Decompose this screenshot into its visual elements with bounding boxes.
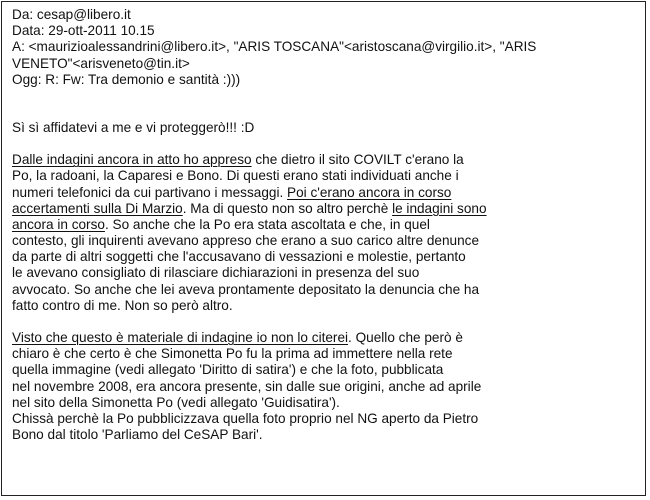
text-span: . So anche che la Po era stata ascoltata e che, in quel — [104, 216, 430, 232]
underlined-phrase: Poi c'erano ancora in corso — [287, 184, 452, 200]
to-line-1: A: <maurizioalessandrini@libero.it>, "ARIS TOSCANA"<aristoscana@virgilio.it>, "ARIS — [12, 39, 537, 55]
p1-line-3 — [12, 185, 642, 201]
p1-line-7: da parte di altri soggetti che l'accusavano di vessazioni e molestie, pertanto — [12, 249, 466, 265]
underlined-phrase: Dalle indagini ancora in atto ho appreso — [12, 152, 252, 168]
p2-line-3: quella immagine (vedi allegato 'Diritto di satira') e che la foto, pubblicata — [12, 362, 444, 378]
p1-line-8: le avevano consigliato di rilasciare dichiarazioni in presenza del suo — [12, 265, 420, 281]
underlined-phrase: accertamenti sulla Di Marzio — [12, 200, 183, 216]
p1-line-4 — [12, 201, 642, 217]
text-span: . Quello che però è — [348, 330, 463, 345]
p2-line-1 — [12, 330, 642, 346]
from-line: Da: cesap@libero.it — [12, 7, 131, 22]
p1-line-2: Po, la radoani, la Caparesi e Bono. Di questi erano stati individuati anche i — [12, 168, 459, 184]
p2-line-7: Bono dal titolo 'Parliamo del CeSAP Bari'. — [12, 427, 263, 443]
underlined-phrase: le indagini sono — [392, 200, 487, 216]
p2-line-4: nel novembre 2008, era ancora presente, sin dalle sue origini, anche ad aprile — [12, 378, 482, 394]
text-span: che dietro il sito COVILT c'erano la — [251, 152, 464, 168]
underlined-phrase: Visto che questo è materiale di indagine io non lo citerei — [12, 330, 349, 345]
p1-line-1 — [12, 152, 642, 168]
document-frame — [1, 1, 646, 496]
p2-line-5: nel sito della Simonetta Po (vedi allegato 'Guidisatira'). — [12, 394, 340, 410]
text-span: numeri telefonici da cui partivano i messaggi. — [12, 184, 288, 200]
p1-line-5 — [12, 217, 642, 233]
subject-line: Ogg: R: Fw: Tra demonio e santità :))) — [12, 71, 241, 87]
underlined-phrase: ancora in corso — [12, 216, 105, 232]
greeting-line: Sì sì affidatevi a me e vi proteggerò!!! :D — [12, 119, 255, 135]
text-span: . Ma di questo non so altro perchè — [182, 200, 393, 216]
paragraph-1 — [12, 152, 642, 314]
email-printout — [12, 7, 642, 443]
p2-line-2: chiaro è che certo è che Simonetta Po fu la prima ad immettere nella rete — [12, 346, 453, 362]
paragraph-2 — [12, 330, 642, 443]
p1-line-10: fatto contro di me. Non so però altro. — [12, 297, 233, 313]
date-line: Data: 29-ott-2011 10.15 — [12, 23, 155, 39]
p1-line-9: avvocato. So anche che lei aveva prontamente depositato la denuncia che ha — [12, 281, 480, 297]
to-line-2: VENETO"<arisveneto@tin.it> — [12, 55, 190, 71]
p1-line-6: contesto, gli inquirenti avevano appreso che erano a suo carico altre denunce — [12, 233, 480, 249]
p2-line-6: Chissà perchè la Po pubblicizzava quella foto proprio nel NG aperto da Pietro — [12, 410, 479, 426]
